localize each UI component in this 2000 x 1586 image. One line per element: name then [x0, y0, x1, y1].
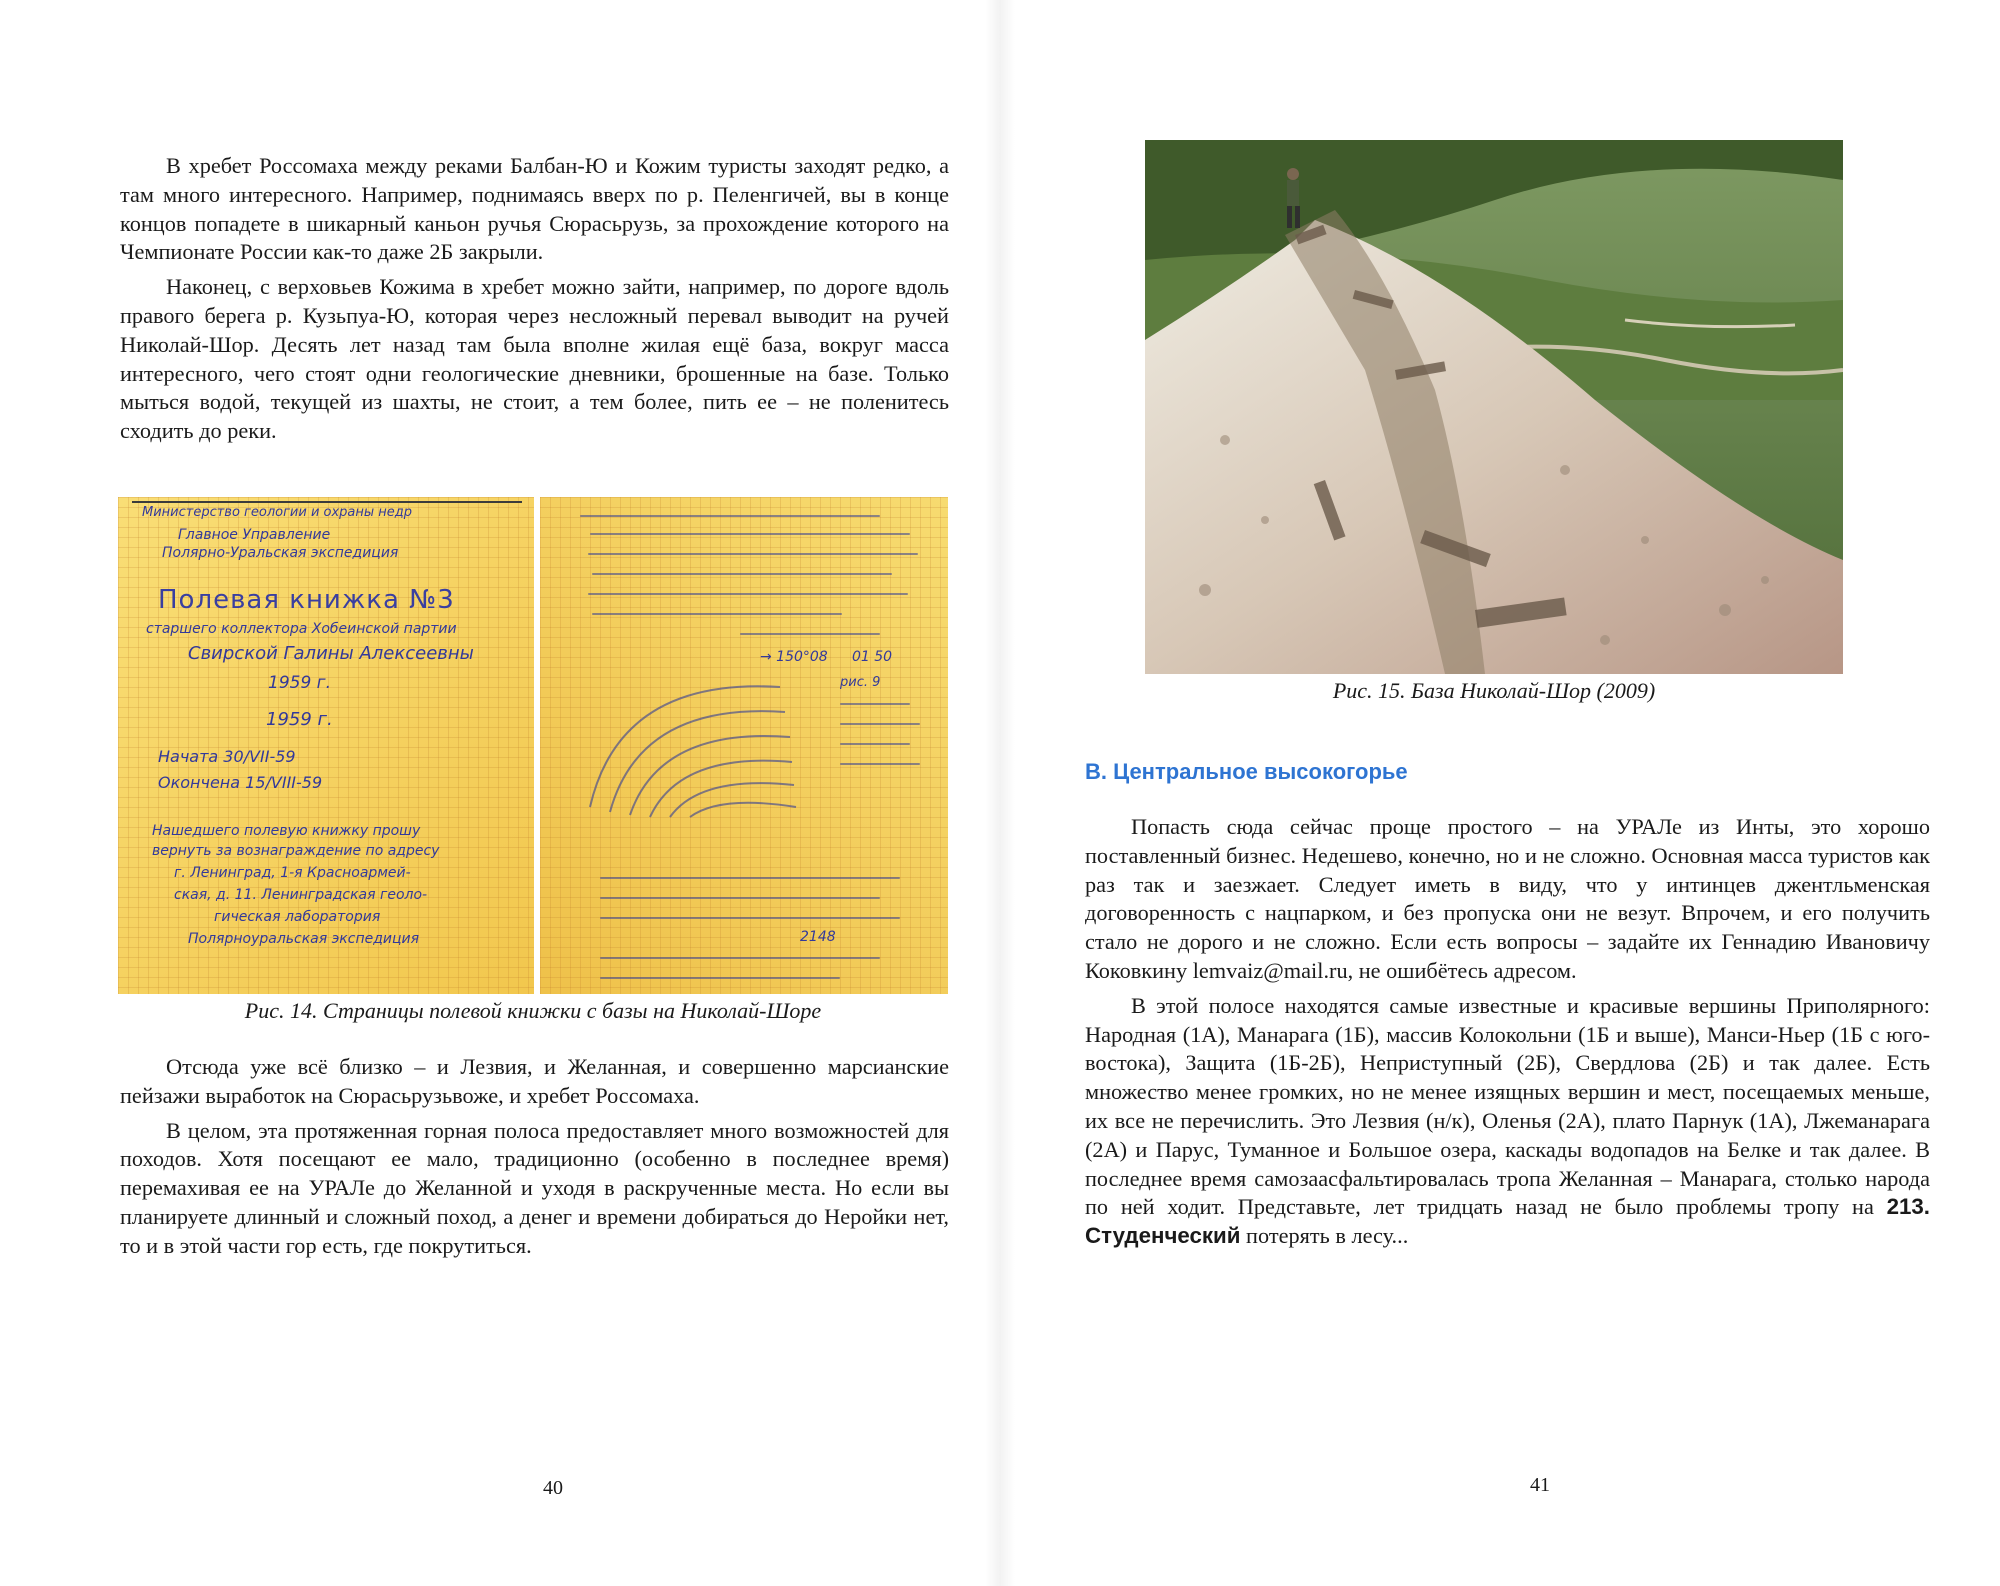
notebook-line: ская, д. 11. Ленинградская геоло- — [174, 887, 428, 903]
notebook-page-left — [118, 497, 534, 994]
notebook-line: Нашедшего полевую книжку прошу — [152, 823, 421, 839]
scribble — [740, 633, 880, 635]
paragraph: Наконец, с верховьев Кожима в хребет можно зайти, например, по дороге вдоль правого берега р. Кузьпуа-Ю, которая через несложный перевал выводит на ручей Николай-Шор. Десять лет назад там была вполне жилая ещё база, вокруг масса интересного, чего стоят одни геологические дневники, брошенные на базе. Только мыться водой, текущей из шахты, не стоит, а тем более, пить ее – не поленитесь сходить до реки. — [120, 274, 949, 444]
scribble — [588, 593, 908, 595]
notebook-line: Полярноуральская экспедиция — [188, 931, 420, 947]
notebook-line: 1959 г. — [268, 673, 332, 693]
scribble — [600, 977, 840, 979]
scribble — [590, 533, 910, 535]
page-number: 41 — [1530, 1474, 1550, 1496]
notebook-line: рис. 9 — [840, 675, 881, 690]
scribble — [588, 553, 918, 555]
notebook-line: 01 50 — [852, 649, 893, 665]
notebook-top-rule — [132, 501, 522, 503]
notebook-line: Полярно-Уральская экспедиция — [162, 545, 399, 561]
scribble — [840, 703, 910, 705]
notebook-line: гическая лаборатория — [214, 909, 381, 925]
scribble — [840, 723, 920, 725]
notebook-line: г. Ленинград, 1-я Красноармей- — [174, 865, 411, 881]
figure-14-caption: Рис. 14. Страницы полевой книжки с базы на Николай-Шоре — [244, 998, 822, 1023]
geological-sketch — [580, 657, 820, 827]
figure-15-caption: Рис. 15. База Николай-Шор (2009) — [1332, 678, 1656, 703]
figure-15-base-photo — [1145, 140, 1843, 674]
scribble — [580, 515, 880, 517]
right-text — [1085, 813, 1930, 1251]
scribble — [600, 877, 900, 879]
notebook-line: Свирской Галины Алексеевны — [188, 643, 474, 664]
figure-14-notebook-photo — [118, 497, 948, 994]
scribble — [600, 917, 900, 919]
notebook-line: Начата 30/VII-59 — [158, 747, 296, 766]
notebook-line: старшего коллектора Хобеинской партии — [146, 621, 457, 637]
paragraph-text: потерять в лесу... — [1240, 1223, 1409, 1249]
scribble — [592, 613, 842, 615]
paragraph: В хребет Россомаха между реками Балбан-Ю и Кожим туристы заходят редко, а там много интересного. Например, поднимаясь вверх по р. Пеленгичей, вы в конце концов попадете в шикарный каньон ручья Сюрасьрузь, за прохождение которого на Чемпионате России как-то даже 2Б закрыли. — [120, 153, 949, 265]
route-reference: 213. Студенческий — [1085, 1194, 1930, 1249]
paragraph: Попасть сюда сейчас проще простого – на УРАЛе из Инты, это хорошо поставленный бизнес. Недешево, конечно, но и не сложно. Основная масса туристов как раз так и заезжает. Следует иметь в виду, что у интинцев джентльменская договоренность с нацпарком, и без пропуска они не везут. Впрочем, и его получить стало не дорого и не сложно. Если есть вопросы – задайте их Геннадию Ивановичу Коковкину lemvaiz@mail.ru, не ошибётесь адресом. — [1085, 814, 1930, 983]
scribble — [840, 743, 910, 745]
page-number: 40 — [543, 1477, 563, 1499]
notebook-page-right — [540, 497, 948, 994]
scribble — [840, 763, 920, 765]
scribble — [600, 897, 880, 899]
notebook-line: 1959 г. — [266, 709, 333, 730]
notebook-title: Полевая книжка №3 — [158, 585, 455, 615]
scribble — [600, 957, 880, 959]
notebook-line: 2148 — [800, 929, 836, 945]
mountain-landscape — [1145, 140, 1843, 674]
paragraph: В целом, эта протяженная горная полоса предоставляет много возможностей для походов. Хотя посещают ее мало, традиционно (особенно в последнее время) перемахивая ее на УРАЛе до Желанной и уходя в раскрученные места. Но если вы планируете длинный и сложный поход, а денег и времени добираться до Неройки нет, то и в этой части гор есть, где покрутиться. — [120, 1117, 949, 1258]
section-heading: В. Центральное высокогорье — [1085, 759, 1408, 784]
notebook-line: вернуть за вознаграждение по адресу — [152, 843, 440, 859]
paragraph — [1085, 992, 1930, 1251]
left-text-bottom — [120, 1053, 949, 1261]
notebook-line: Министерство геологии и охраны недр — [142, 505, 413, 520]
notebook-line: Главное Управление — [178, 527, 331, 543]
notebook-line: Окончена 15/VIII-59 — [158, 773, 323, 792]
paragraph: Отсюда уже всё близко – и Лезвия, и Желанная, и совершенно марсианские пейзажи выработок на Сюрасьрузьвоже, и хребет Россомаха. — [120, 1054, 949, 1108]
right-page — [1000, 0, 2000, 1586]
notebook-line: → 150°08 — [760, 649, 828, 665]
paragraph-text: В этой полосе находятся самые известные и красивые вершины Приполярного: Народная (1А), Манарага (1Б), массив Колокольни (1Б и выше), Манси-Ньер (1Б с юго-востока), Защита (1Б-2Б), Неприступный (2Б), Свердлова (2Б) и так далее. Есть множество менее громких, но не менее изящных вершин и мест, посещаемых меньше, их все не перечислить. Это Лезвия (н/к), Оленья (2А), плато Парнук (1А), Лжеманарага (2А) и Парус, Туманное и Большое озера, каскады водопадов на Белке и так далее. В последнее время самозаасфальтировалась тропа Желанная – Манарага, столько народа по ней ходит. Представьте, лет тридцать назад не было проблемы тропу на — [1085, 992, 1930, 1220]
scribble — [592, 573, 892, 575]
left-text-top — [120, 152, 949, 446]
